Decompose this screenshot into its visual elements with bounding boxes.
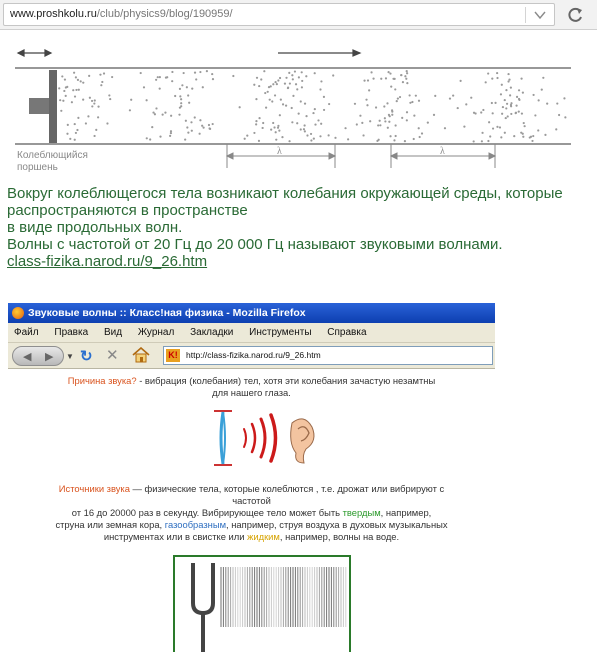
desc-line-1: Вокруг колеблющегося тела возникают колебания окружающей среды, которые xyxy=(7,185,563,202)
forward-icon[interactable]: ▶ xyxy=(45,351,54,363)
sound-sources-text-3b: , например, xyxy=(380,507,432,518)
dropdown-arrow-icon[interactable] xyxy=(534,9,546,21)
wavelength-label-1: λ xyxy=(277,146,282,157)
word-solid: твердым xyxy=(342,507,381,518)
url-text xyxy=(10,8,233,20)
sound-sources-text-4: струна или земная кора, xyxy=(55,519,165,530)
menu-help[interactable]: Справка xyxy=(327,327,367,338)
sound-sources-text-2: частотой xyxy=(232,495,271,506)
firefox-title-bar xyxy=(8,303,495,323)
sound-sources-text-5b: , например, волны на воде. xyxy=(279,531,400,542)
source-link[interactable]: class-fizika.narod.ru/9_26.htm xyxy=(7,253,208,270)
menu-bookmarks[interactable]: Закладки xyxy=(190,327,234,338)
firefox-reload-icon[interactable]: ↻ xyxy=(80,348,93,365)
sound-sources-text-3: от 16 до 20000 раз в секунду. Вибрирующее тело может быть xyxy=(71,507,343,518)
firefox-url-text: http://class-fizika.narod.ru/9_26.htm xyxy=(186,350,321,360)
sound-sources-text-4b: , например, струя воздуха в духовых музыкальных xyxy=(226,519,448,530)
address-separator xyxy=(525,7,526,23)
word-gas: газообразным xyxy=(164,519,227,530)
desc-line-4: Волны с частотой от 20 Гц до 20 000 Гц называют звуковыми волнами. xyxy=(7,236,503,253)
embedded-firefox-screenshot xyxy=(8,303,495,652)
menu-file[interactable]: Файл xyxy=(14,327,39,338)
piston-label-1: Колеблющийся xyxy=(17,150,88,161)
desc-line-2: распространяются в пространстве xyxy=(7,202,248,219)
sound-sources-label: Источники звука xyxy=(58,483,130,494)
tuning-fork-wave-image xyxy=(173,555,351,652)
reload-icon[interactable] xyxy=(560,4,592,26)
sound-cause-text: - вибрация (колебания) тел, хотя эти колебания зачастую незамтны xyxy=(136,375,436,386)
sound-sources-text: — физические тела, которые колеблются , т.е. дрожат или вибрируют с xyxy=(129,483,445,494)
sound-cause-label: Причина звука? xyxy=(67,375,137,386)
air-particles xyxy=(58,70,566,142)
back-icon[interactable]: ◀ xyxy=(23,351,32,363)
menu-tools[interactable]: Инструменты xyxy=(249,327,312,338)
menu-edit[interactable]: Правка xyxy=(54,327,89,338)
piston xyxy=(49,70,57,143)
history-dropdown-icon[interactable]: ▼ xyxy=(66,352,74,361)
firefox-nav-bar xyxy=(8,343,495,369)
longitudinal-wave-illustration xyxy=(15,40,587,175)
site-favicon: K! xyxy=(166,349,180,362)
url-domain: www.proshkolu.ru xyxy=(10,8,97,20)
firefox-window-title: Звуковые волны :: Класс!ная физика - Mozilla Firefox xyxy=(28,307,306,319)
firefox-address-bar[interactable] xyxy=(163,346,493,365)
firefox-menu-bar xyxy=(8,323,495,343)
firefox-icon xyxy=(12,307,24,319)
sound-sources-text-5: инструментах или в свистке или xyxy=(103,531,248,542)
sound-cause-text-2: для нашего глаза. xyxy=(212,387,291,398)
menu-history[interactable]: Журнал xyxy=(137,327,175,338)
sound-wave-lines xyxy=(221,567,346,627)
direction-arrows xyxy=(18,50,360,56)
paragraph-sound-sources xyxy=(8,483,495,543)
paragraph-sound-cause xyxy=(8,375,495,399)
home-icon[interactable] xyxy=(132,347,150,363)
description-text xyxy=(7,185,595,270)
wavelength-label-2: λ xyxy=(440,146,445,157)
stop-icon[interactable]: ✕ xyxy=(106,347,119,364)
wavelength-markers xyxy=(227,144,495,168)
piston-label-2: поршень xyxy=(17,162,58,173)
piston-rod xyxy=(29,98,49,114)
url-path: /club/physics9/blog/190959/ xyxy=(96,8,233,20)
menu-view[interactable]: Вид xyxy=(103,327,123,338)
word-liquid: жидким xyxy=(247,531,280,542)
back-forward-buttons[interactable] xyxy=(12,346,64,366)
browser-toolbar xyxy=(0,0,597,30)
address-bar[interactable] xyxy=(3,3,555,26)
desc-line-3: в виде продольных волн. xyxy=(7,219,183,236)
tuning-fork-ear-illustration xyxy=(208,407,333,469)
